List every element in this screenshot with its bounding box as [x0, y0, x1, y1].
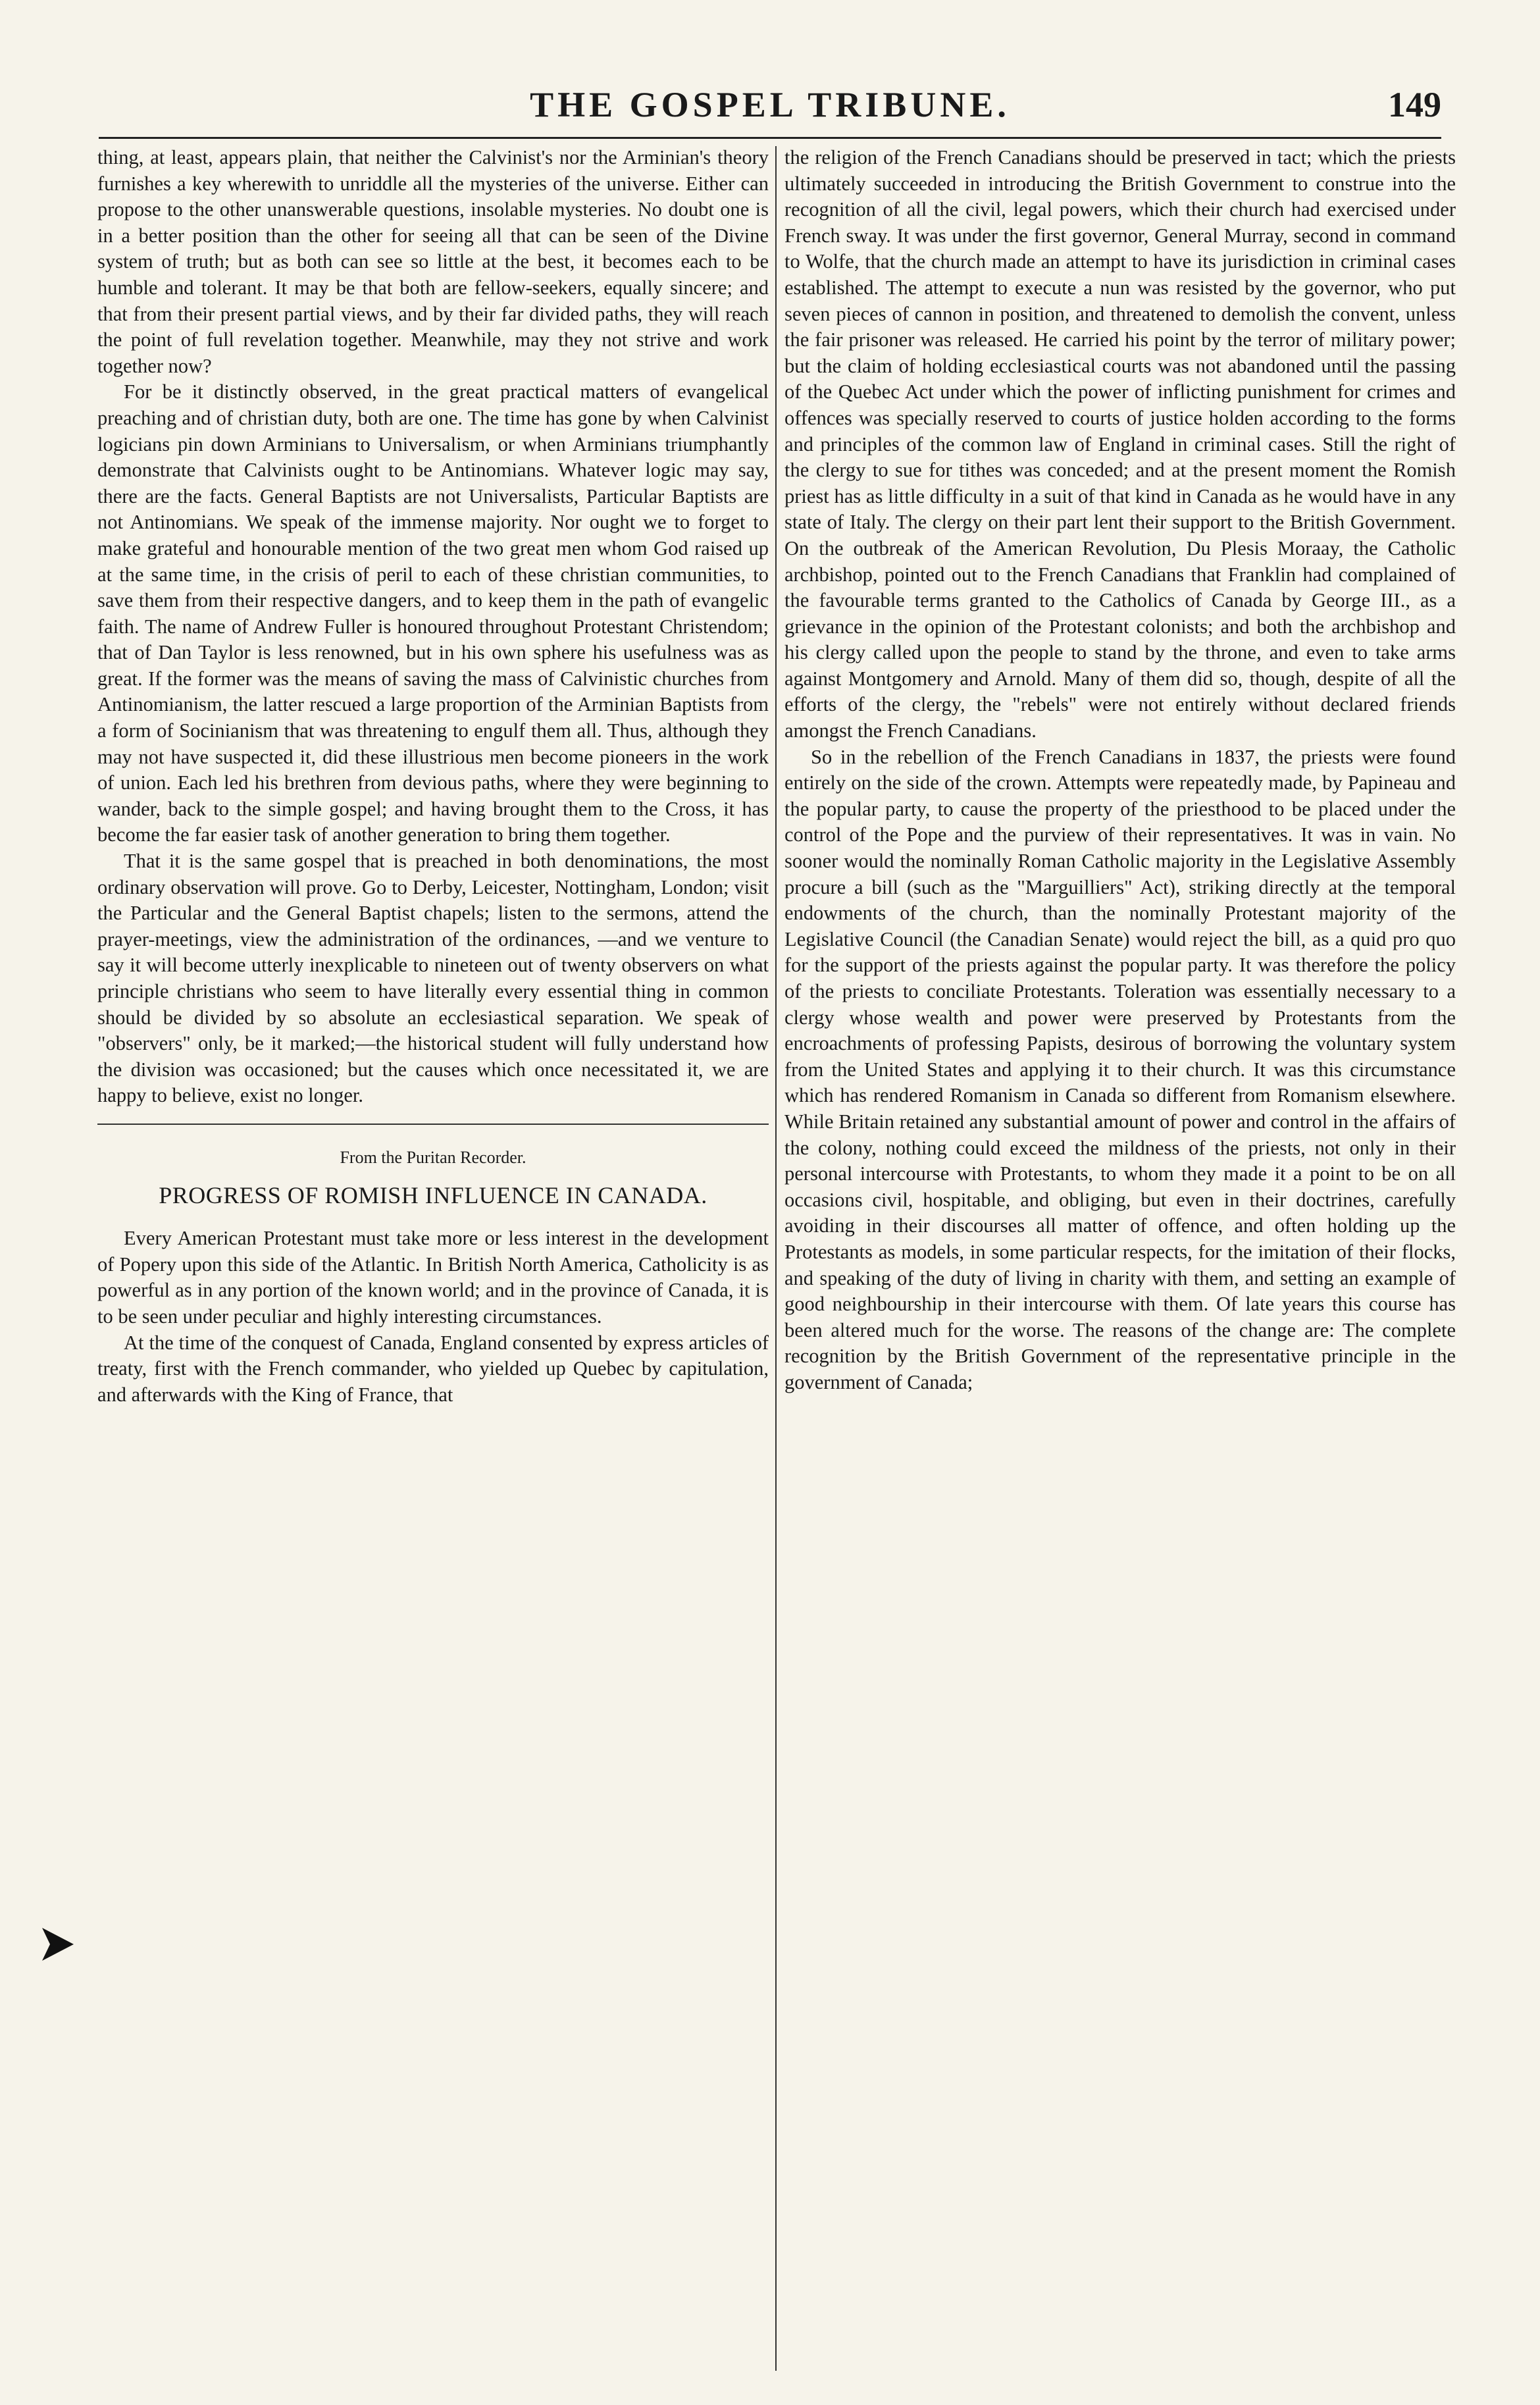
paragraph: For be it distinctly observed, in the great practical matters of evangelical preaching and of christian duty, both are one. The time has gone by when Calvinist logicians pin down Arminians to Universalism, or when Arminians triumphantly demonstrate that Calvinists ought to be Antinomians. Whatever logic may say, there are the facts. General Baptists are not Universalists, Particular Baptists are not Antinomians. We speak of the immense majority. Nor ought we to forget to make grateful and honourable mention of the two great men whom God raised up at the same time, in the crisis of peril to each of these christian communities, to save them from their respective dangers, and to keep them in the path of evangelic faith. The name of Andrew Fuller is honoured throughout Protestant Christendom; that of Dan Taylor is less renowned, but in his own sphere his usefulness was as great. If the former was the means of saving the mass of Calvinistic churches from Antinomianism, the latter rescued a large proportion of the Arminian Baptists from a form of Socinianism that was threatening to engulf them all. Thus, although they may not have suspected it, did these illustrious men become pioneers in the work of union. Each led his brethren from devious paths, where they were beginning to wander, back to the simple gospel; and having brought them to the Cross, it has become the far easier task of another generation to bring them together.	[97, 380, 769, 846]
paragraph: the religion of the French Canadians should be preserved in tact; which the priests ultimately succeeded in introducing the British Government to construe into the recognition of all the civil, legal powers, which their church had exercised under French sway. It was under the first governor, General Murray, second in command to Wolfe, that the church made an attempt to have its jurisdiction in criminal cases established. The attempt to execute a nun was resisted by the governor, who put seven pieces of cannon in position, and threatened to demolish the convent, unless the fair prisoner was released. He carried his point by the terror of military power; but the claim of holding ecclesiastical courts was not abandoned until the passing of the Quebec Act under which the power of inflicting punishment for crimes and offences was specially reserved to courts of justice holden according to the forms and principles of the common law of England in criminal cases. Still the right of the clergy to sue for tithes was conceded; and at the present moment the Romish priest has as little difficulty in a suit of that kind in Canada as he would have in any state of Italy. The clergy on their part lent their support to the British Government. On the outbreak of the American Revolution, Du Plesis Moraay, the Catholic archbishop, pointed out to the French Canadians that Franklin had complained of the favourable terms granted to the Catholics of Canada by George III., as a grievance in the opinion of the Protestant colonists; and both the archbishop and his clergy called upon the people to stand by the throne, and even to take arms against Montgomery and Arnold. Many of them did so, though, despite of all the efforts of the clergy, the "rebels" were not entirely without declared friends amongst the French Canadians.	[784, 146, 1456, 742]
page-header	[99, 84, 1441, 134]
column-divider	[775, 146, 777, 2371]
source-line: From the Puritan Recorder.	[340, 1147, 526, 1167]
paragraph: Every American Protestant must take more or less interest in the development of Popery upon this side of the Atlantic. In British North America, Catholicity is as powerful as in any portion of the known world; and in the province of Canada, it is to be seen under peculiar and highly interesting circumstances.	[97, 1227, 769, 1328]
right-column	[784, 145, 1456, 1396]
page-number: 149	[1388, 85, 1441, 124]
article-title: PROGRESS OF ROMISH INFLUENCE IN CANADA.	[159, 1181, 707, 1208]
section-divider	[97, 1124, 769, 1125]
running-title: THE GOSPEL TRIBUNE.	[530, 85, 1010, 124]
header-rule	[99, 137, 1441, 139]
paragraph: thing, at least, appears plain, that neither the Calvinist's nor the Arminian's theory furnishes a key wherewith to unriddle all the mysteries of the universe. Either can propose to the other unanswerable questions, insolable mysteries. No doubt one is in a better position than the other for seeing all that can be seen of the Divine system of truth; but as both can see so little at the best, it becomes each to be humble and tolerant. It may be that both are fellow-seekers, equally sincere; and that from their present partial views, and by their far divided paths, they will reach the point of full revelation together. Meanwhile, may they not strive and work together now?	[97, 146, 769, 377]
pointing-hand-icon	[39, 1925, 78, 1963]
paragraph: At the time of the conquest of Canada, England consented by express articles of treaty, first with the French commander, who yielded up Quebec by capitulation, and afterwards with the King of France, that	[97, 1331, 769, 1406]
paragraph: That it is the same gospel that is preached in both denominations, the most ordinary observation will prove. Go to Derby, Leicester, Nottingham, London; visit the Particular and the General Baptist chapels; listen to the sermons, attend the prayer-meetings, view the administration of the ordinances, —and we venture to say it will become utterly inexplicable to nineteen out of twenty observers on what principle christians who seem to have literally every essential thing in common should be divided by so absolute an ecclesiastical separation. We speak of "observers" only, be it marked;—the historical student will fully understand how the division was occasioned; but the causes which once necessitated it, we are happy to believe, exist no longer.	[97, 850, 769, 1107]
paragraph: So in the rebellion of the French Canadians in 1837, the priests were found entirely on the side of the crown. Attempts were repeatedly made, by Papineau and the popular party, to cause the property of the priesthood to be placed under the control of the Pope and the purview of their representatives. It was in vain. No sooner would the nominally Roman Catholic majority in the Legislative Assembly procure a bill (such as the "Marguilliers" Act), striking directly at the temporal endowments of the church, than the nominally Protestant majority of the Legislative Council (the Canadian Senate) would reject the bill, as a quid pro quo for the support of the priests against the popular party. It was therefore the policy of the priests to conciliate Protestants. Toleration was essentially necessary to a clergy whose wealth and power were preserved by Protestants from the encroachments of professing Papists, desirous of borrowing the voluntary system from the United States and applying it to their church. It was this circumstance which has rendered Romanism in Canada so different from Romanism elsewhere. While Britain retained any substantial amount of power and control in the affairs of the colony, nothing could exceed the mildness of the priests, not only in their personal intercourse with Protestants, to whom they made it a point to be on all occasions civil, hospitable, and obliging, but even in their doctrines, carefully avoiding in their discourses all matter of offence, and often holding up the Protestants as models, in some particular respects, for the imitation of their flocks, and speaking of the duty of living in charity with them, and setting an example of good neighbourship in their intercourse with them. Of late years this course has been altered much for the worse. The reasons of the change are: The complete recognition by the British Government of the representative principle in the government of Canada;	[784, 745, 1456, 1393]
left-column	[97, 145, 769, 1408]
